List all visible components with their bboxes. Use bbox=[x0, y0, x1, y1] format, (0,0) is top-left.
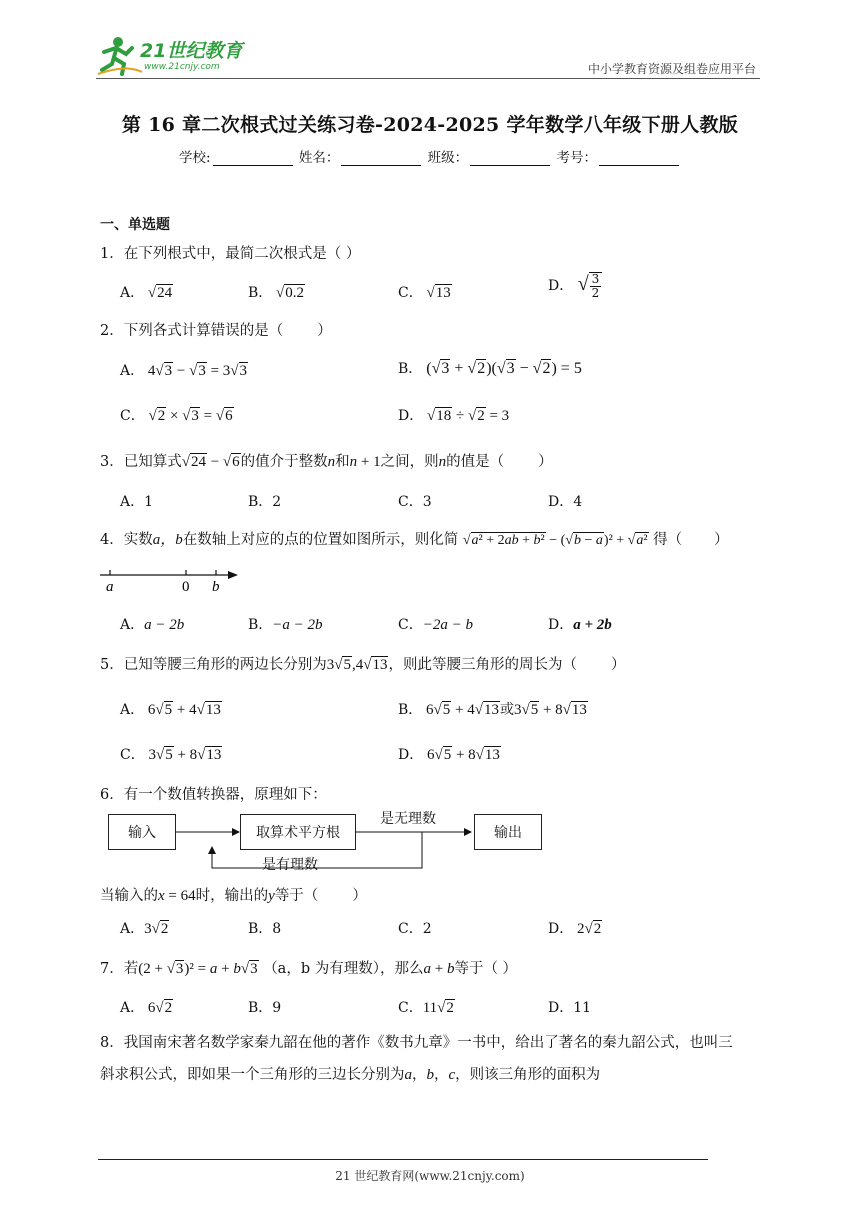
q7-option-c: C．11√2 bbox=[398, 1000, 454, 1016]
footer-divider bbox=[98, 1159, 708, 1160]
question-8-line2: 斜求积公式，即如果一个三角形的三边长分别为a，b，c，则该三角形的面积为 bbox=[100, 1067, 601, 1083]
axis-label-b: b bbox=[212, 579, 220, 594]
question-2-stem: 2．下列各式计算错误的是（ ） bbox=[100, 323, 332, 339]
q4-option-c: C．−2a − b bbox=[398, 617, 473, 633]
q5-option-b: B． 6√5 + 4√13或3√5 + 8√13 bbox=[398, 702, 587, 718]
flow-output-box: 输出 bbox=[474, 814, 542, 850]
page-title: 第 16 章二次根式过关练习卷-2024-2025 学年数学八年级下册人教版 bbox=[121, 114, 739, 136]
q2-option-a: A． 4√3 − √3 = 3√3 bbox=[120, 363, 248, 379]
q3-option-b: B．2 bbox=[248, 494, 282, 510]
q6-option-b: B．8 bbox=[248, 921, 282, 937]
question-8-line1: 8．我国南宋著名数学家秦九韶在他的著作《数书九章》一书中，给出了著名的秦九韶公式，也叫三 bbox=[100, 1035, 733, 1051]
q3-option-a: A．1 bbox=[120, 494, 154, 510]
question-4-stem: 4．实数a，b在数轴上对应的点的位置如图所示，则化简 √a² + 2ab + b² − (√b − a)² + √a² 得（ ） bbox=[100, 532, 729, 548]
name-blank bbox=[341, 153, 421, 166]
q6-option-c: C．2 bbox=[398, 921, 432, 937]
header-divider bbox=[96, 78, 760, 79]
flow-process-box: 取算术平方根 bbox=[240, 814, 356, 850]
school-label: 学校: bbox=[179, 150, 211, 166]
q2-option-b: B． (√3 + √2)(√3 − √2) = 5 bbox=[398, 360, 582, 377]
q2-option-d: D． √18 ÷ √2 = 3 bbox=[398, 408, 510, 424]
question-5-stem: 5．已知等腰三角形的两边长分别为3√5,4√13，则此等腰三角形的周长为（ ） bbox=[100, 657, 626, 673]
question-3-stem: 3．已知算式√24 − √6的值介于整数n和n + 1之间，则n的值是（ ） bbox=[100, 454, 553, 470]
q3-option-d: D．4 bbox=[548, 494, 583, 510]
school-blank bbox=[213, 153, 293, 166]
footer-text: 21 世纪教育网(www.21cnjy.com) bbox=[335, 1169, 525, 1183]
q5-option-c: C． 3√5 + 8√13 bbox=[120, 747, 222, 763]
q1-option-d: D． √ $\frac{3}{2}$ bbox=[548, 272, 602, 300]
q1-option-b: B． √0.2 bbox=[248, 285, 305, 301]
q6-option-d: D． 2√2 bbox=[548, 921, 602, 937]
question-1-stem: 1．在下列根式中，最简二次根式是（ ） bbox=[100, 246, 361, 262]
question-6-stem: 6．有一个数值转换器，原理如下： bbox=[100, 787, 327, 803]
converter-flowchart bbox=[108, 806, 548, 876]
q5-option-d: D． 6√5 + 8√13 bbox=[398, 747, 500, 763]
q7-option-b: B．9 bbox=[248, 1000, 282, 1016]
question-6-followup: 当输入的x = 64时，输出的y等于（ ） bbox=[100, 888, 367, 904]
site-logo bbox=[96, 34, 256, 78]
q7-option-d: D．11 bbox=[548, 1000, 592, 1016]
header-platform-text: 中小学教育资源及组卷应用平台 bbox=[587, 62, 756, 76]
q5-option-a: A． 6√5 + 4√13 bbox=[120, 702, 221, 718]
axis-label-zero: 0 bbox=[182, 579, 190, 594]
name-label: 姓名： bbox=[298, 150, 340, 166]
number-label: 考号： bbox=[556, 150, 597, 166]
q4-option-b: B．−a − 2b bbox=[248, 617, 323, 633]
q1-option-c: C． √13 bbox=[398, 285, 451, 301]
question-7-stem: 7．若(2 + √3)² = a + b√3 （a，b 为有理数），那么a + b等于（ ） bbox=[100, 961, 518, 977]
axis-label-a: a bbox=[106, 579, 114, 594]
section-heading: 一、单选题 bbox=[100, 217, 170, 233]
number-line-diagram bbox=[98, 564, 243, 594]
flow-input-box: 输入 bbox=[108, 814, 176, 850]
q1-option-a: A． √24 bbox=[120, 285, 173, 301]
q7-option-a: A． 6√2 bbox=[120, 1000, 173, 1016]
student-info-line bbox=[0, 146, 860, 166]
logo-url: www.21cnjy.com bbox=[144, 62, 220, 72]
q4-option-d: D．a + 2b bbox=[548, 617, 612, 633]
q4-option-a: A．a − 2b bbox=[120, 617, 185, 633]
class-label: 班级： bbox=[427, 150, 469, 166]
q3-option-c: C．3 bbox=[398, 494, 432, 510]
number-blank bbox=[599, 153, 679, 166]
class-blank bbox=[470, 153, 550, 166]
q6-option-a: A．3√2 bbox=[120, 921, 169, 937]
q2-option-c: C． √2 × √3 = √6 bbox=[120, 408, 233, 424]
logo-text: 21世纪教育 bbox=[140, 40, 243, 62]
flow-label-irrational: 是无理数 bbox=[380, 811, 436, 827]
flow-label-rational: 是有理数 bbox=[262, 857, 318, 873]
